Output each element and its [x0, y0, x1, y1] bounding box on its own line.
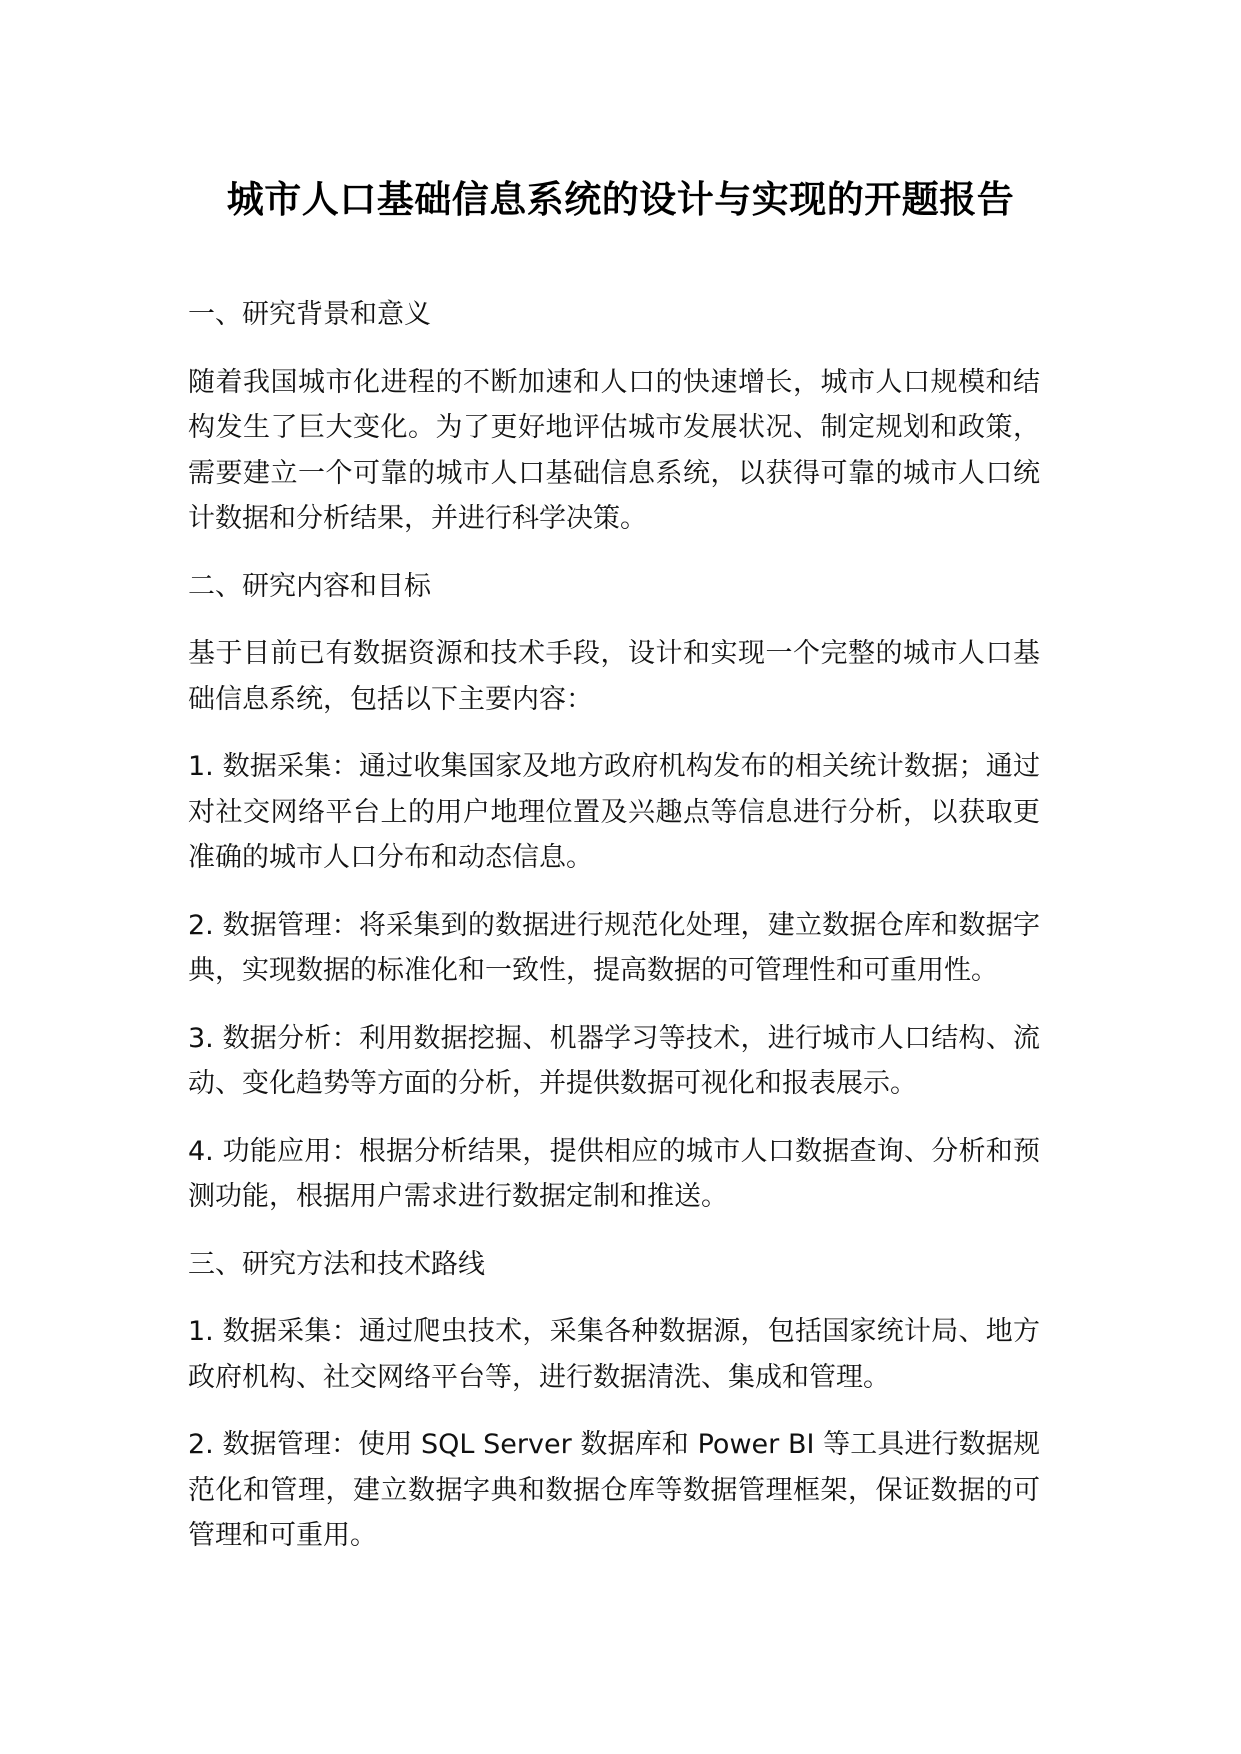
paragraph-content-intro: 基于目前已有数据资源和技术手段，设计和实现一个完整的城市人口基础信息系统，包括以下主要内容： [188, 638, 1040, 715]
list-item-data-analysis: 3. 数据分析：利用数据挖掘、机器学习等技术，进行城市人口结构、流动、变化趋势等方面的分析，并提供数据可视化和报表展示。 [188, 1022, 1040, 1099]
document-body [188, 292, 1040, 1581]
paragraph-background: 随着我国城市化进程的不断加速和人口的快速增长，城市人口规模和结构发生了巨大变化。为了更好地评估城市发展状况、制定规划和政策，需要建立一个可靠的城市人口基础信息系统，以获得可靠的城市人口统计数据和分析结果，并进行科学决策。 [188, 366, 1040, 534]
list-item-data-management: 2. 数据管理：将采集到的数据进行规范化处理，建立数据仓库和数据字典，实现数据的标准化和一致性，提高数据的可管理性和可重用性。 [188, 909, 1040, 986]
list-item-data-collection: 1. 数据采集：通过收集国家及地方政府机构发布的相关统计数据；通过对社交网络平台上的用户地理位置及兴趣点等信息进行分析，以获取更准确的城市人口分布和动态信息。 [188, 751, 1040, 873]
section-heading-background: 一、研究背景和意义 [188, 299, 431, 330]
list-item-function-application: 4. 功能应用：根据分析结果，提供相应的城市人口数据查询、分析和预测功能，根据用户需求进行数据定制和推送。 [188, 1135, 1040, 1212]
list-item-method-data-management: 2. 数据管理：使用 SQL Server 数据库和 Power BI 等工具进行数据规范化和管理，建立数据字典和数据仓库等数据管理框架，保证数据的可管理和可重用。 [188, 1429, 1040, 1551]
document-title: 城市人口基础信息系统的设计与实现的开题报告 [226, 178, 1015, 221]
section-heading-methods: 三、研究方法和技术路线 [188, 1248, 485, 1280]
section-heading-content: 二、研究内容和目标 [188, 570, 431, 602]
list-item-method-data-collection: 1. 数据采集：通过爬虫技术，采集各种数据源，包括国家统计局、地方政府机构、社交网络平台等，进行数据清洗、集成和管理。 [188, 1316, 1040, 1393]
